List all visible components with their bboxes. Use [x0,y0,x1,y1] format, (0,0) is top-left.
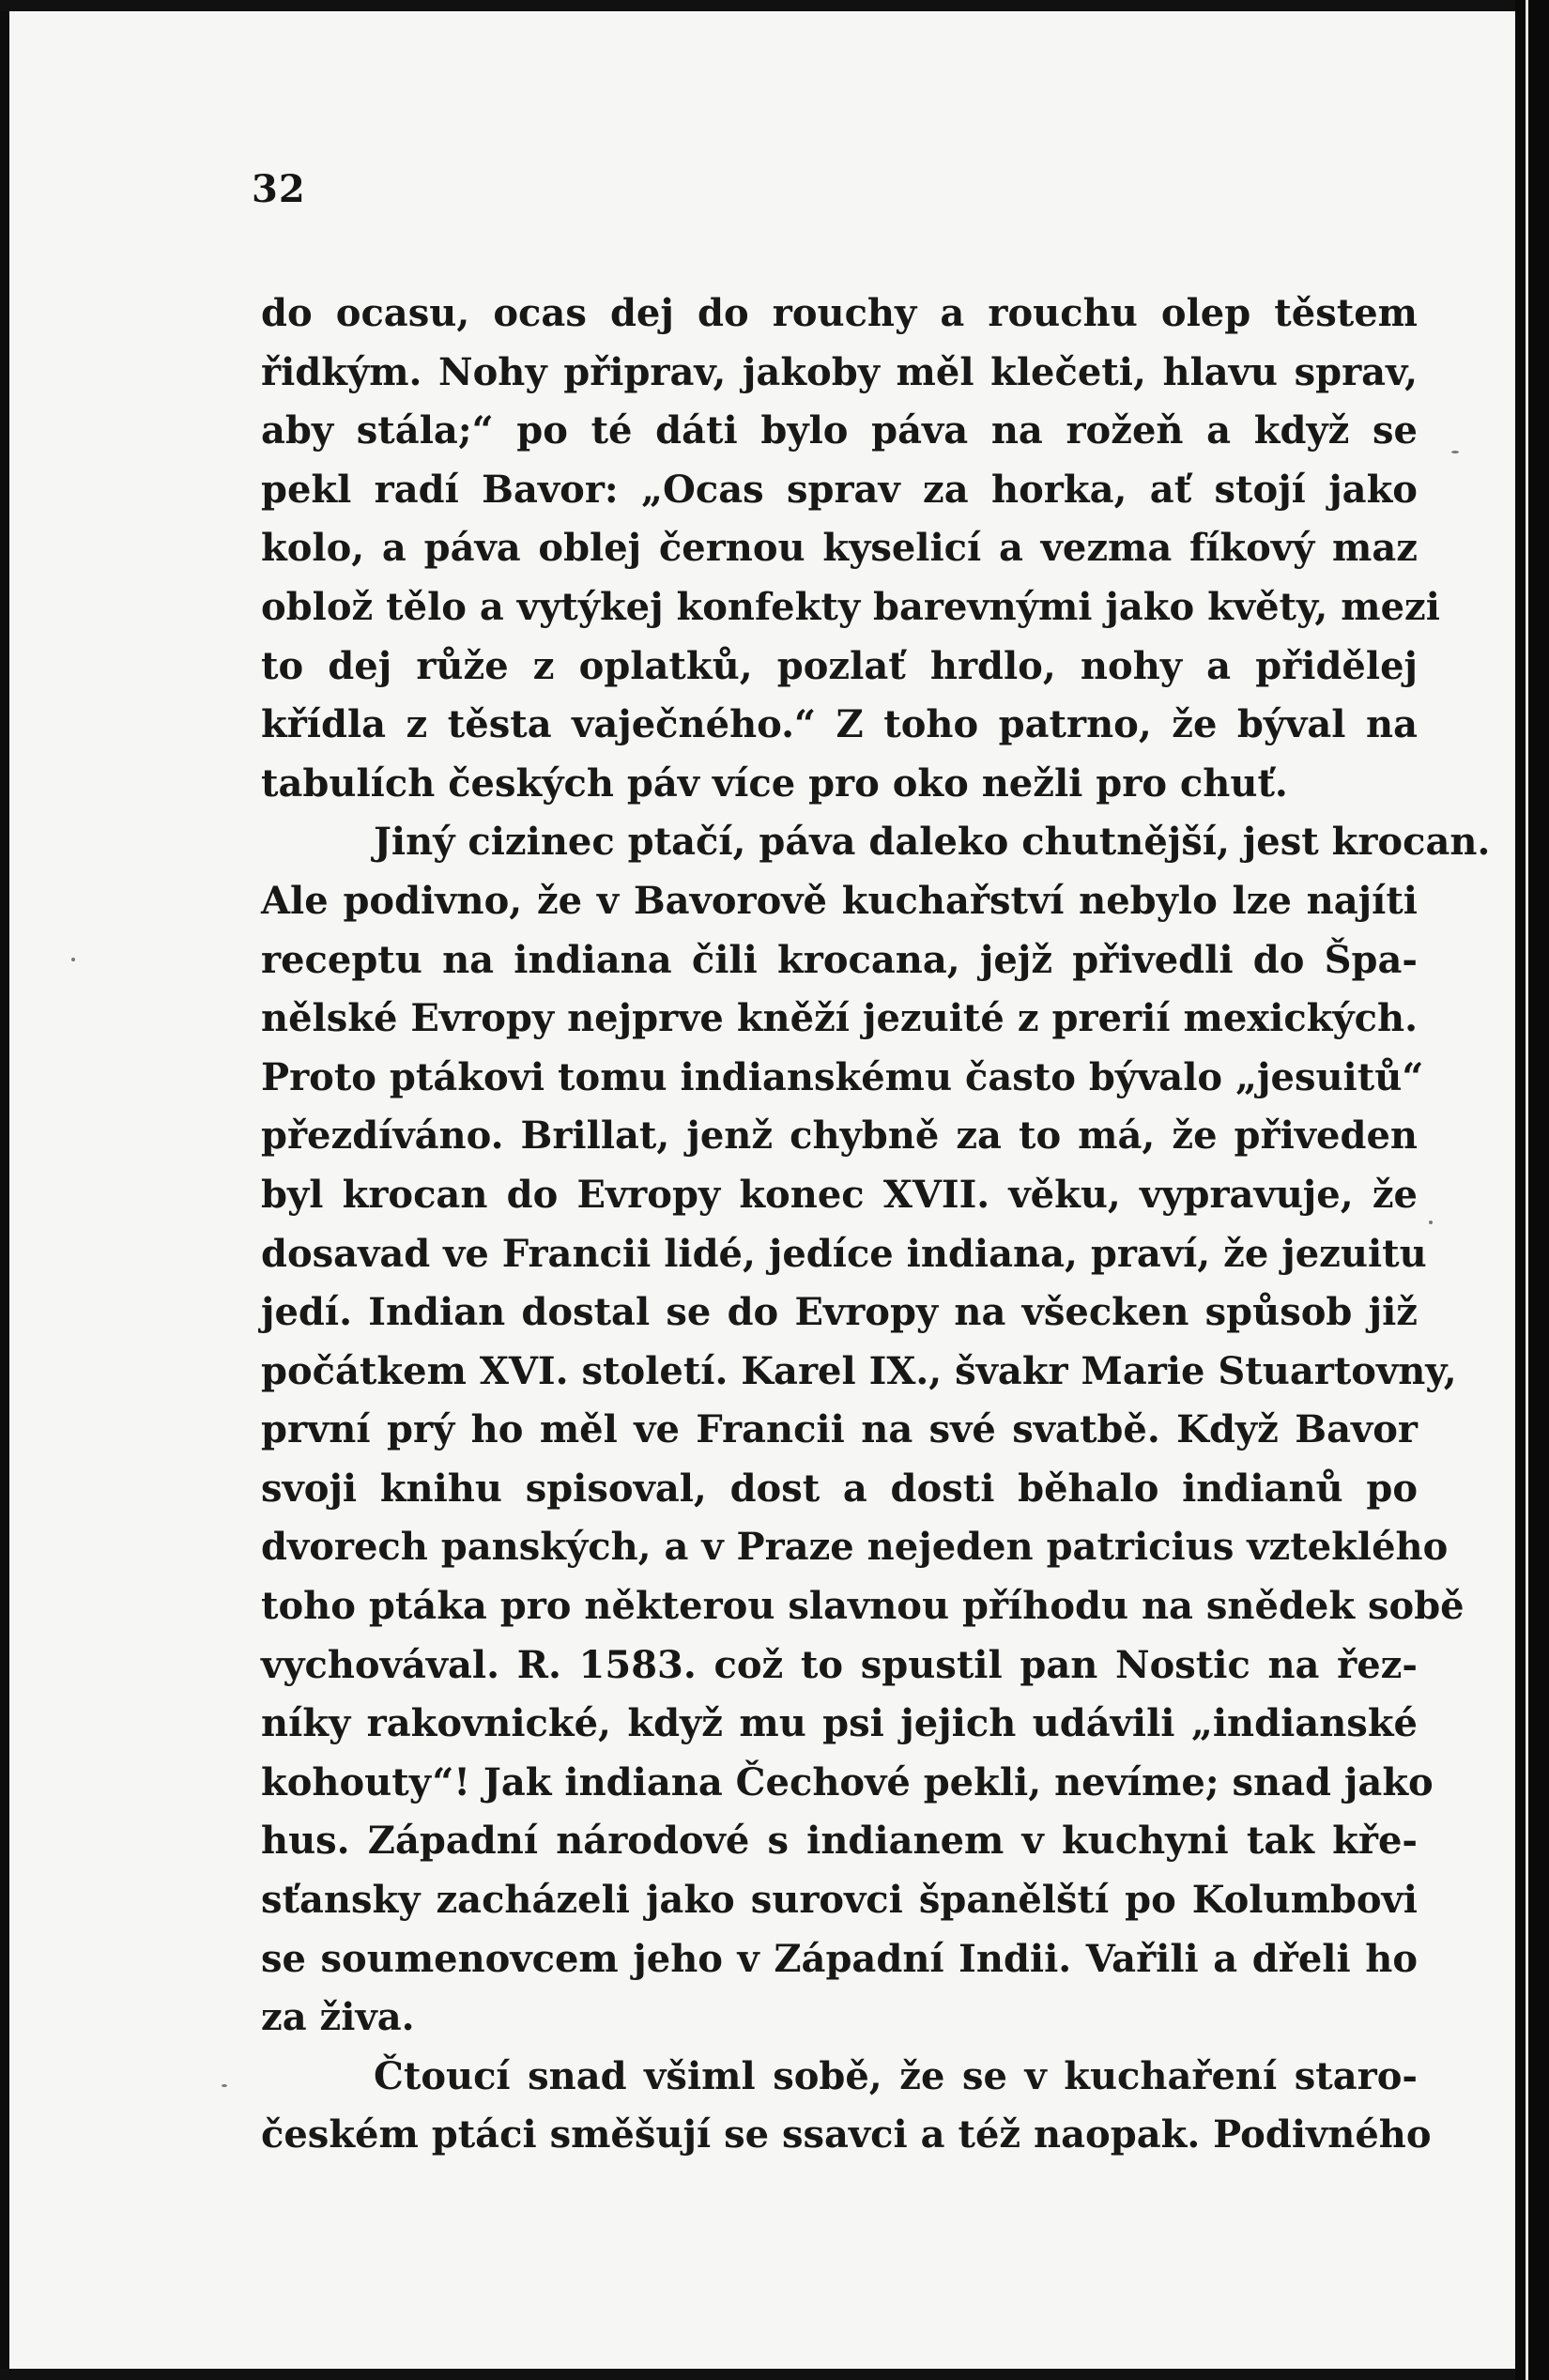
text-line: kohouty“! Jak indiana Čechové pekli, nevíme; snad jako [261,1759,1434,1804]
text-line: hus. Západní národové s indianem v kuchyni tak kře- [261,1819,1418,1864]
text-line: Proto ptákovi tomu indianskému často bývalo „jesuitů“ [261,1054,1424,1099]
text-line: křídla z těsta vaječného.“ Z toho patrno, že býval na [261,702,1418,747]
text-line: přezdíváno. Brillat, jenž chybně za to má, že přiveden [261,1113,1418,1159]
text-line: do ocasu, ocas dej do rouchy a rouchu olep těstem [261,291,1418,335]
scan-speck [1451,451,1459,453]
scan-speck [71,958,75,961]
body-text [261,284,1491,2165]
text-line: nělské Evropy nejprve kněží jezuité z prerií mexických. [261,996,1418,1041]
text-line: svoji knihu spisoval, dost a dosti běhalo indianů po [261,1466,1418,1511]
scan-border-line [1526,0,1528,2380]
text-line: toho ptáka pro některou slavnou příhodu na snědek sobě [261,1584,1465,1629]
text-line: počátkem XVI. století. Karel IX., švakr Marie Stuartovny, [261,1348,1457,1393]
text-line: Jiný cizinec ptačí, páva daleko chutnější, jest krocan. [374,820,1491,865]
text-line: tabulích českých páv více pro oko nežli pro chuť. [261,760,1288,806]
text-line: to dej růže z oplatků, pozlať hrdlo, nohy a přidělej [261,643,1418,688]
text-line: aby stála;“ po té dáti bylo páva na rožeň a když se [261,408,1418,453]
book-page [9,9,1517,2370]
scan-speck [222,2084,227,2087]
scan-border-right [1515,0,1549,2380]
scan-border-bottom [0,2369,1549,2380]
text-line: vychovával. R. 1583. což to spustil pan Nostic na řez- [261,1642,1418,1687]
scan-speck [1429,1221,1433,1224]
text-line: první prý ho měl ve Francii na své svatbě. Když Bavor [261,1407,1418,1452]
text-line: oblož tělo a vytýkej konfekty barevnými jako květy, mezi [261,584,1440,629]
text-line: dosavad ve Francii lidé, jedíce indiana, praví, že jezuitu [261,1231,1427,1276]
text-line: byl krocan do Evropy konec XVII. věku, vypravuje, že [261,1172,1418,1217]
text-line: řidkým. Nohy připrav, jakoby měl klečeti, hlavu sprav, [261,349,1418,394]
text-line: sťansky zacházeli jako surovci španělští po Kolumbovi [261,1878,1418,1923]
scan-border-top [0,0,1549,11]
text-line: níky rakovnické, když mu psi jejich udávili „indianské [261,1701,1418,1746]
text-line: pekl radí Bavor: „Ocas sprav za horka, ať stojí jako [261,467,1418,512]
text-line: se soumenovcem jeho v Západní Indii. Vařili a dřeli ho [261,1936,1418,1981]
text-line: receptu na indiana čili krocana, jejž přivedli do Špa- [261,937,1418,982]
text-line: českém ptáci směšují se ssavci a též naopak. Podivného [261,2112,1432,2157]
text-line: kolo, a páva oblej černou kyselicí a vezma fíkový maz [261,526,1418,571]
text-line: za živa. [261,1995,415,2040]
text-line: Čtoucí snad všiml sobě, že se v kuchaření staro- [374,2053,1418,2098]
text-line: jedí. Indian dostal se do Evropy na všecken spůsob již [261,1290,1418,1335]
text-line: dvorech panských, a v Praze nejeden patricius vzteklého [261,1525,1449,1570]
text-line: Ale podivno, že v Bavorově kuchařství nebylo lze najíti [261,878,1418,923]
page-number: 32 [252,167,306,211]
